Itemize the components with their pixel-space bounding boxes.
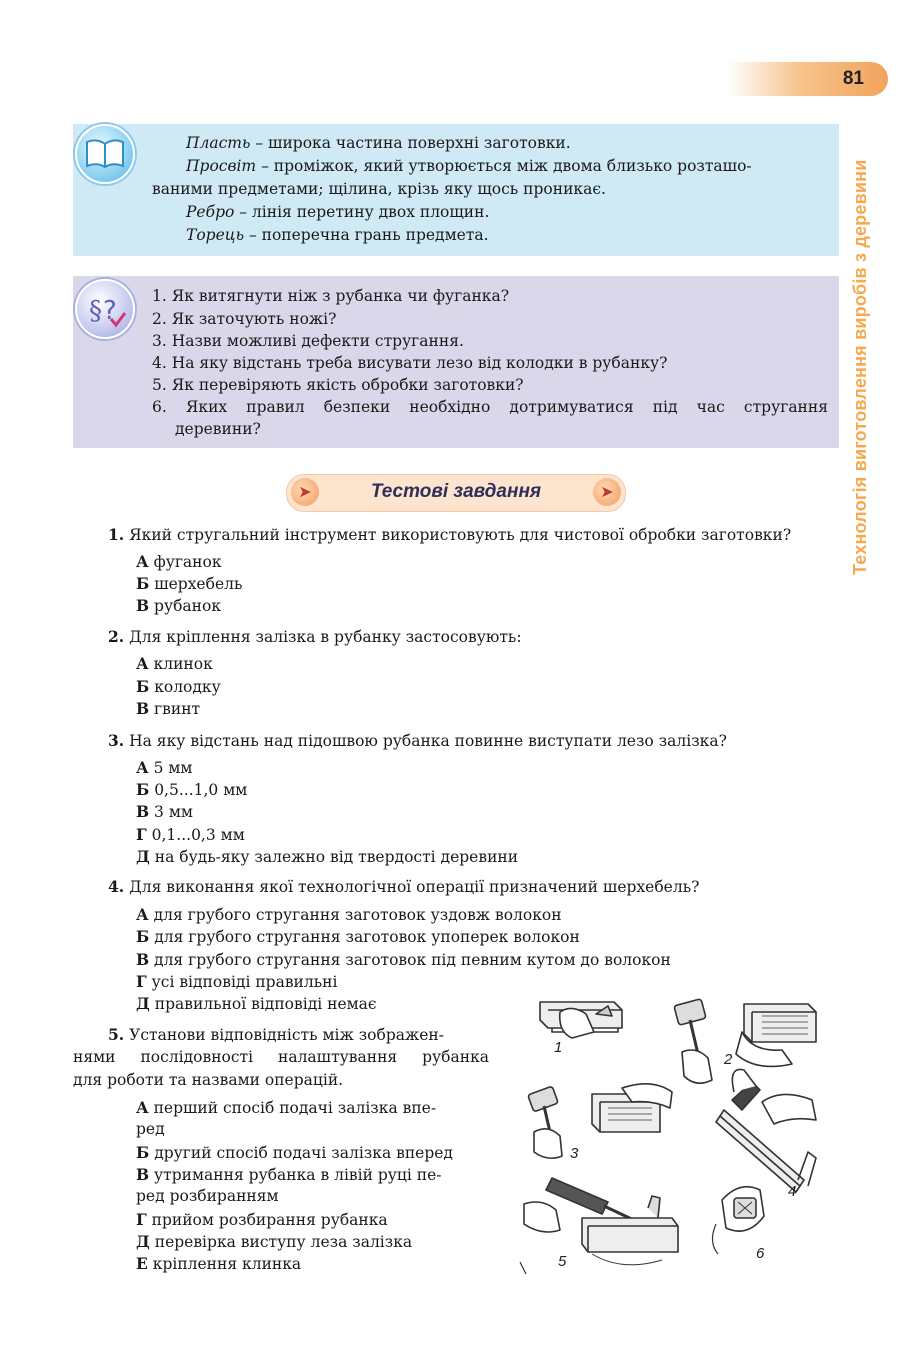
answer-option: Г 0,1...0,3 мм xyxy=(136,825,245,844)
figure-4 xyxy=(716,1069,816,1192)
question-text: нями послідовності налаштування рубанка xyxy=(73,1048,489,1066)
question-item: 4. На яку відстань треба висувати лезо від колодки в рубанку? xyxy=(152,354,668,372)
question-text: 4. Для виконання якої технологічної операції призначений шерхебель? xyxy=(108,877,700,896)
figure-label-5: 5 xyxy=(558,1253,567,1270)
answer-option: Д перевірка виступу леза залізка xyxy=(136,1232,413,1251)
definition-line: Пласть – широка частина поверхні заготовки. xyxy=(186,134,571,152)
figure-label-4: 4 xyxy=(788,1183,797,1200)
answer-option: Б колодку xyxy=(136,677,221,696)
figure-6 xyxy=(712,1187,764,1254)
answer-option: Б для грубого стругання заготовок упоперек волокон xyxy=(136,927,580,946)
question-item: 2. Як заточують ножі? xyxy=(152,310,337,328)
figure-1 xyxy=(540,1002,622,1038)
test-heading-banner xyxy=(286,474,626,512)
answer-option-continuation: ред xyxy=(136,1120,165,1138)
answer-option: Б 0,5...1,0 мм xyxy=(136,780,248,799)
figure-label-2: 2 xyxy=(724,1051,733,1068)
answer-option: Б другий спосіб подачі залізка вперед xyxy=(136,1143,453,1162)
answer-option: Г прийом розбирання рубанка xyxy=(136,1210,388,1229)
answer-option: Д на будь-яку залежно від твердості деревини xyxy=(136,847,519,866)
question-text: 3. На яку відстань над підошвою рубанка повинне виступати лезо залізка? xyxy=(108,731,727,750)
definition-line: Ребро – лінія перетину двох площин. xyxy=(186,203,490,221)
question-item: 6. Яких правил безпеки необхідно дотримуватися під час стругання xyxy=(152,398,828,416)
answer-option: В рубанок xyxy=(136,596,222,615)
chapter-side-title: Технологія виготовлення виробів з деревини xyxy=(850,159,870,575)
answer-option: А перший спосіб подачі залізка впе- xyxy=(136,1098,437,1117)
page-number-tab xyxy=(728,62,888,96)
figure-3 xyxy=(528,1084,672,1158)
page-number: 81 xyxy=(842,68,864,89)
question-text: для роботи та назвами операцій. xyxy=(73,1071,344,1089)
arrow-left-icon: ➤ xyxy=(291,478,319,506)
answer-option: Е кріплення клинка xyxy=(136,1254,302,1273)
arrow-right-icon: ➤ xyxy=(593,478,621,506)
book-icon xyxy=(75,124,135,184)
figure-label-6: 6 xyxy=(756,1245,765,1262)
svg-text:?: ? xyxy=(103,296,117,326)
answer-option: Г усі відповіді правильні xyxy=(136,972,338,991)
answer-option: В утримання рубанка в лівій руці пе- xyxy=(136,1165,442,1184)
definition-line: ваними предметами; щілина, крізь яку щось проникає. xyxy=(152,180,606,198)
figure-5 xyxy=(520,1178,678,1274)
answer-option: А клинок xyxy=(136,654,213,673)
question-text: 5. Установи відповідність між зображен- xyxy=(108,1025,444,1044)
question-icon xyxy=(75,279,135,339)
question-text: 1. Який стругальний інструмент використовують для чистової обробки заготовки? xyxy=(108,525,792,544)
answer-option: А фуганок xyxy=(136,552,222,571)
test-heading: Тестові завдання xyxy=(370,481,542,502)
answer-option: Б шерхебель xyxy=(136,574,243,593)
figure-label-1: 1 xyxy=(554,1039,563,1056)
figure-label-3: 3 xyxy=(570,1145,579,1162)
plane-adjustment-illustration xyxy=(512,992,832,1282)
definition-line: Просвіт – проміжок, який утворюється між двома близько розташо- xyxy=(186,157,752,175)
question-text: 2. Для кріплення залізка в рубанку застосовують: xyxy=(108,627,522,646)
definition-line: Торець – поперечна грань предмета. xyxy=(186,226,489,244)
question-item: 1. Як витягнути ніж з рубанка чи фуганка? xyxy=(152,287,510,305)
answer-option: Д правильної відповіді немає xyxy=(136,994,377,1013)
answer-option: А 5 мм xyxy=(136,758,193,777)
answer-option-continuation: ред розбиранням xyxy=(136,1187,279,1205)
question-item-continuation: деревини? xyxy=(175,420,261,438)
answer-option: В 3 мм xyxy=(136,802,193,821)
question-item: 5. Як перевіряють якість обробки заготовки? xyxy=(152,376,524,394)
answer-option: А для грубого стругання заготовок уздовж волокон xyxy=(136,905,562,924)
answer-option: В гвинт xyxy=(136,699,201,718)
answer-option: В для грубого стругання заготовок під певним кутом до волокон xyxy=(136,950,671,969)
question-item: 3. Назви можливі дефекти стругання. xyxy=(152,332,464,350)
svg-text:§: § xyxy=(89,296,102,326)
